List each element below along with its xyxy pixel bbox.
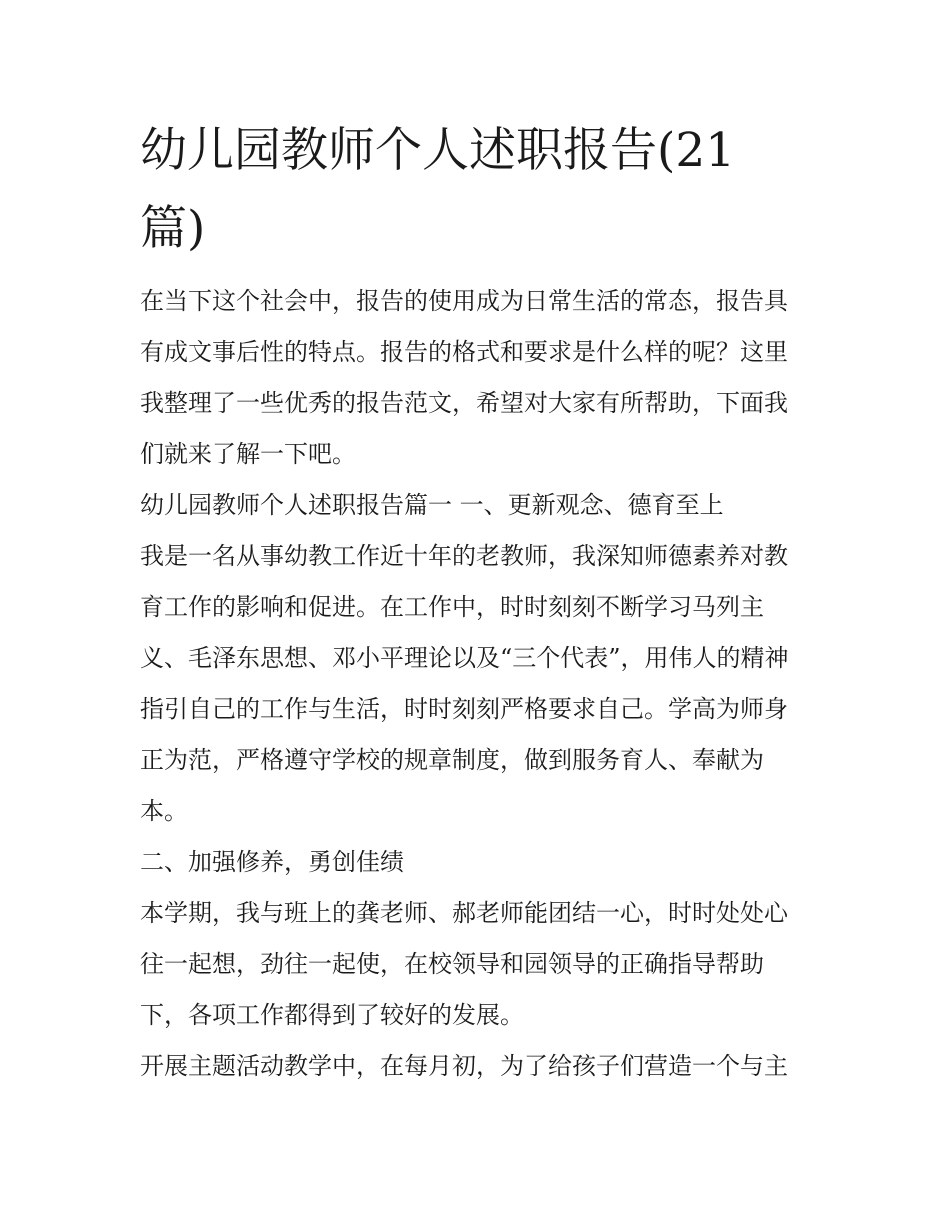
text-line: 正为范，严格遵守学校的规章制度，做到服务育人、奉献为 (140, 746, 764, 774)
intro-paragraph (140, 276, 820, 480)
section2-paragraph (140, 888, 820, 1041)
text-line: 本学期，我与班上的龚老师、郝老师能团结一心，时时处处心 (140, 899, 788, 927)
document-title (140, 112, 820, 268)
section3-paragraph (140, 1041, 820, 1092)
title-line: 篇) (140, 201, 206, 256)
text-line: 下，各项工作都得到了较好的发展。 (140, 1001, 524, 1029)
section1-paragraph (140, 531, 820, 837)
text-line: 往一起想，劲往一起使，在校领导和园领导的正确指导帮助 (140, 950, 764, 978)
text-line: 有成文事后性的特点。报告的格式和要求是什么样的呢？这里 (140, 338, 788, 366)
title-line: 幼儿园教师个人述职报告(21 (140, 123, 736, 178)
section2-heading (140, 837, 820, 888)
section1-heading (140, 480, 820, 531)
text-line: 我整理了一些优秀的报告范文，希望对大家有所帮助，下面我 (140, 389, 788, 417)
text-line: 义、毛泽东思想、邓小平理论以及“三个代表”，用伟人的精神 (140, 644, 789, 672)
text-line: 育工作的影响和促进。在工作中，时时刻刻不断学习马列主 (140, 593, 764, 621)
text-line: 本。 (140, 797, 188, 825)
text-line: 开展主题活动教学中，在每月初，为了给孩子们营造一个与主 (140, 1052, 788, 1080)
text-line: 我是一名从事幼教工作近十年的老教师，我深知师德素养对教 (140, 542, 788, 570)
text-line: 在当下这个社会中，报告的使用成为日常生活的常态，报告具 (140, 287, 788, 315)
text-line: 指引自己的工作与生活，时时刻刻严格要求自己。学高为师身 (140, 695, 788, 723)
heading-line: 幼儿园教师个人述职报告篇一 一、更新观念、德育至上 (140, 491, 724, 519)
text-line: 们就来了解一下吧。 (140, 440, 356, 468)
heading-line: 二、加强修养，勇创佳绩 (140, 848, 404, 876)
